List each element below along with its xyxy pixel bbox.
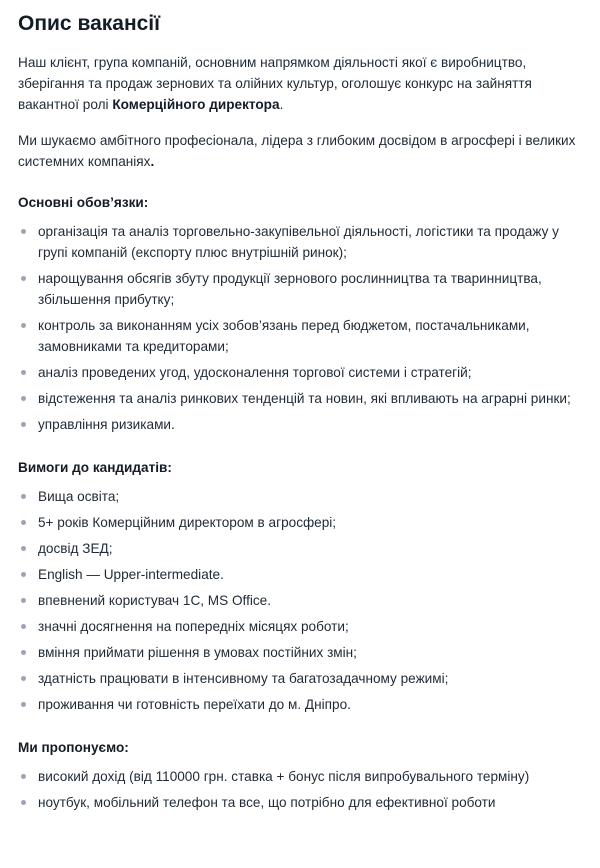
list-item: нарощування обсягів збуту продукції зернового рослинництва та тваринництва, збільшення прибутку; xyxy=(18,268,582,310)
bullet-icon xyxy=(21,800,26,805)
list-item: ноутбук, мобільний телефон та все, що потрібно для ефективної роботи xyxy=(18,792,582,813)
list-item: досвід ЗЕД; xyxy=(18,538,582,559)
page-title: Опис вакансії xyxy=(18,12,161,35)
list-item: вміння приймати рішення в умовах постійних змін; xyxy=(18,642,582,663)
bullet-icon xyxy=(21,572,26,577)
intro-role-name: Комерційного директора xyxy=(112,97,280,112)
seeking-text: Ми шукаємо амбітного професіонала, лідера з глибоким досвідом в агросфері і великих системних компаніях xyxy=(18,133,576,169)
bullet-icon xyxy=(21,598,26,603)
list-item: контроль за виконанням усіх зобов’язань перед бюджетом, постачальниками, замовниками та кредиторами; xyxy=(18,315,582,357)
bullet-icon xyxy=(21,276,26,281)
bullet-icon xyxy=(21,702,26,707)
seeking-paragraph xyxy=(18,130,582,172)
bullet-icon xyxy=(21,370,26,375)
list-item: високий дохід (від 110000 грн. ставка + бонус після випробувального терміну) xyxy=(18,766,582,787)
list-item: Вища освіта; xyxy=(18,486,582,507)
bullet-icon xyxy=(21,494,26,499)
list-item: організація та аналіз торговельно-закупівельної діяльності, логістики та продажу у групі компаній (експорту плюс внутрішній ринок); xyxy=(18,221,582,263)
bullet-icon xyxy=(21,650,26,655)
bullet-icon xyxy=(21,520,26,525)
bullet-icon xyxy=(21,422,26,427)
list-item: English — Upper-intermediate. xyxy=(18,564,582,585)
duties-heading: Основні обов’язки: xyxy=(18,195,149,210)
bullet-icon xyxy=(21,229,26,234)
bullet-icon xyxy=(21,323,26,328)
intro-text: Наш клієнт, група компаній, основним напрямком діяльності якої є виробництво, зберігання та продаж зернових та олійних культур, оголошує конкурс на зайняття вакантної ролі xyxy=(18,55,532,112)
list-item: здатність працювати в інтенсивному та багатозадачному режимі; xyxy=(18,668,582,689)
list-item: значні досягнення на попередніх місяцях роботи; xyxy=(18,616,582,637)
requirements-heading: Вимоги до кандидатів: xyxy=(18,460,172,475)
offer-list xyxy=(18,766,582,813)
offer-heading: Ми пропонуємо: xyxy=(18,740,129,755)
list-item: впевнений користувач 1С, MS Office. xyxy=(18,590,582,611)
list-item: аналіз проведених угод, удосконалення торгової системи і стратегій; xyxy=(18,362,582,383)
bullet-icon xyxy=(21,676,26,681)
list-item: проживання чи готовність переїхати до м. Дніпро. xyxy=(18,694,582,715)
list-item: управління ризиками. xyxy=(18,414,582,435)
seeking-end: . xyxy=(150,154,155,169)
intro-end: . xyxy=(279,97,284,112)
list-item: 5+ років Комерційним директором в агросфері; xyxy=(18,512,582,533)
bullet-icon xyxy=(21,774,26,779)
bullet-icon xyxy=(21,396,26,401)
bullet-icon xyxy=(21,546,26,551)
intro-paragraph xyxy=(18,52,582,115)
requirements-list xyxy=(18,486,582,715)
duties-list xyxy=(18,221,582,435)
list-item: відстеження та аналіз ринкових тенденцій та новин, які впливають на аграрні ринки; xyxy=(18,388,582,409)
bullet-icon xyxy=(21,624,26,629)
